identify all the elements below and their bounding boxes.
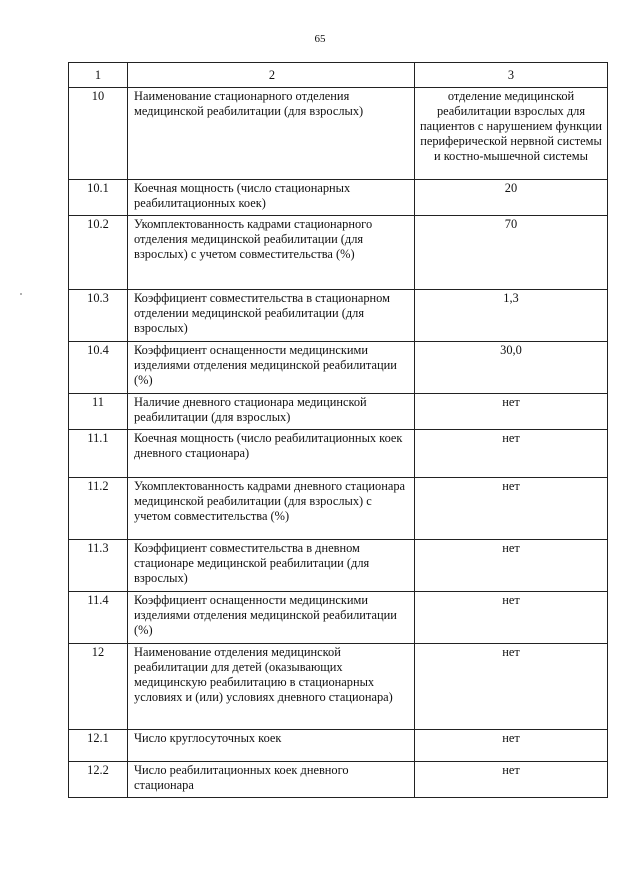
row-number: 10.1 [69, 180, 128, 216]
row-number: 10.3 [69, 290, 128, 342]
table-row [69, 540, 608, 592]
table-header-row [69, 63, 608, 88]
row-value: нет [415, 592, 608, 644]
row-name: Число реабилитационных коек дневного стационара [128, 762, 415, 798]
row-number: 12 [69, 644, 128, 730]
row-value: нет [415, 730, 608, 762]
row-value: нет [415, 430, 608, 478]
row-number: 12.1 [69, 730, 128, 762]
row-value: нет [415, 478, 608, 540]
row-name: Наименование отделения медицинской реабилитации для детей (оказывающих медицинскую реабилитацию в стационарных условиях и (или) условиях дневного стационара) [128, 644, 415, 730]
row-name: Коечная мощность (число реабилитационных коек дневного стационара) [128, 430, 415, 478]
header-col-3: 3 [415, 63, 608, 88]
row-name: Наименование стационарного отделения медицинской реабилитации (для взрослых) [128, 88, 415, 180]
row-name: Коэффициент оснащенности медицинскими изделиями отделения медицинской реабилитации (%) [128, 342, 415, 394]
table-row [69, 478, 608, 540]
row-name: Число круглосуточных коек [128, 730, 415, 762]
row-number: 11.2 [69, 478, 128, 540]
page-number: 65 [314, 33, 326, 45]
row-value: 20 [415, 180, 608, 216]
table-row [69, 290, 608, 342]
row-number: 11.1 [69, 430, 128, 478]
table-row [69, 342, 608, 394]
table-row [69, 592, 608, 644]
row-name: Наличие дневного стационара медицинской реабилитации (для взрослых) [128, 394, 415, 430]
row-name: Коэффициент совместительства в стационарном отделении медицинской реабилитации (для взрослых) [128, 290, 415, 342]
row-number: 12.2 [69, 762, 128, 798]
row-value: 30,0 [415, 342, 608, 394]
data-table [68, 62, 608, 798]
header-col-1: 1 [69, 63, 128, 88]
table-row [69, 430, 608, 478]
row-number: 10.2 [69, 216, 128, 290]
row-value: отделение медицинской реабилитации взрослых для пациентов с нарушением функции периферической нервной системы и костно-мышечной системы [415, 88, 608, 180]
row-value: нет [415, 394, 608, 430]
row-value: нет [415, 540, 608, 592]
table-row [69, 180, 608, 216]
scan-speck [20, 293, 22, 295]
table-row [69, 394, 608, 430]
header-col-2: 2 [128, 63, 415, 88]
table-row [69, 730, 608, 762]
row-name: Укомплектованность кадрами дневного стационара медицинской реабилитации (для взрослых) с учетом совместительства (%) [128, 478, 415, 540]
table-row [69, 762, 608, 798]
row-number: 11.3 [69, 540, 128, 592]
table-row [69, 88, 608, 180]
row-name: Коэффициент совместительства в дневном стационаре медицинской реабилитации (для взрослых) [128, 540, 415, 592]
row-number: 11 [69, 394, 128, 430]
row-number: 10 [69, 88, 128, 180]
row-name: Укомплектованность кадрами стационарного отделения медицинской реабилитации (для взрослых) с учетом совместительства (%) [128, 216, 415, 290]
table-row [69, 644, 608, 730]
row-value: нет [415, 644, 608, 730]
row-number: 10.4 [69, 342, 128, 394]
row-name: Коэффициент оснащенности медицинскими изделиями отделения медицинской реабилитации (%) [128, 592, 415, 644]
row-value: 1,3 [415, 290, 608, 342]
row-name: Коечная мощность (число стационарных реабилитационных коек) [128, 180, 415, 216]
row-value: 70 [415, 216, 608, 290]
row-number: 11.4 [69, 592, 128, 644]
row-value: нет [415, 762, 608, 798]
table-row [69, 216, 608, 290]
